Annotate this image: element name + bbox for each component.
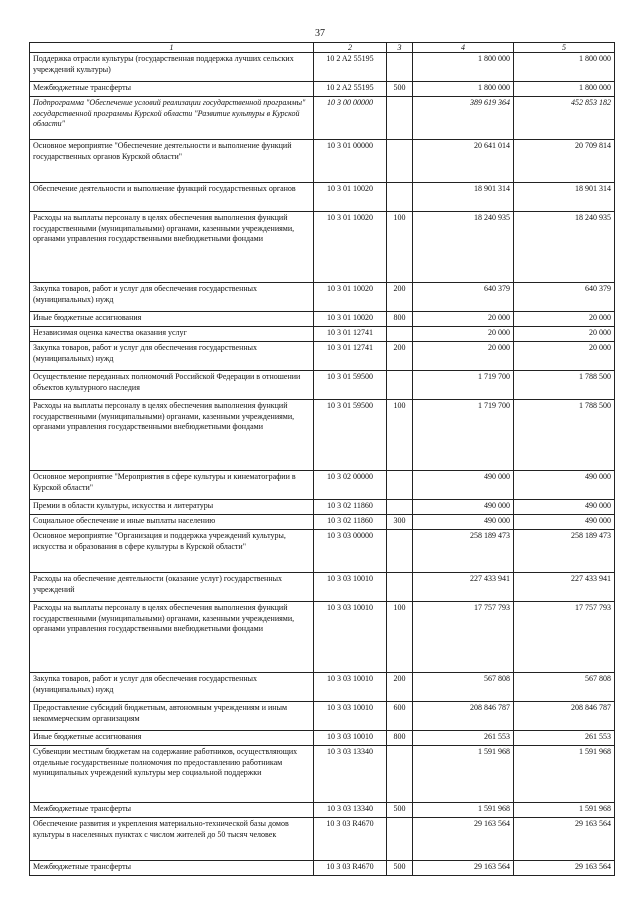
row-amount-year2-cell: 490 000	[514, 515, 615, 530]
header-cell-year1: 4	[413, 43, 514, 53]
table-row	[30, 731, 615, 746]
row-code-cell: 10 3 01 10020	[314, 212, 387, 283]
row-name-cell: Поддержка отрасли культуры (государственная поддержка лучших сельских учреждений культуры)	[30, 53, 314, 82]
row-code-cell: 10 3 01 10020	[314, 183, 387, 212]
row-name-cell: Премии в области культуры, искусства и литературы	[30, 500, 314, 515]
row-code-cell: 10 3 01 10020	[314, 283, 387, 312]
row-expense-type-cell: 100	[387, 602, 413, 673]
row-amount-year2-cell: 208 846 787	[514, 702, 615, 731]
row-name-cell: Межбюджетные трансферты	[30, 861, 314, 876]
row-code-cell: 10 3 03 10010	[314, 673, 387, 702]
row-amount-year1-cell: 261 553	[413, 731, 514, 746]
row-expense-type-cell	[387, 818, 413, 861]
row-amount-year1-cell: 20 641 014	[413, 140, 514, 183]
row-expense-type-cell: 100	[387, 400, 413, 471]
table-row	[30, 673, 615, 702]
row-amount-year1-cell: 1 719 700	[413, 371, 514, 400]
header-cell-name: 1	[30, 43, 314, 53]
row-code-cell: 10 3 02 11860	[314, 500, 387, 515]
row-amount-year1-cell: 258 189 473	[413, 530, 514, 573]
table-row	[30, 803, 615, 818]
table-row	[30, 400, 615, 471]
table-row	[30, 212, 615, 283]
row-amount-year1-cell: 389 619 364	[413, 97, 514, 140]
row-expense-type-cell: 800	[387, 312, 413, 327]
row-name-cell: Закупка товаров, работ и услуг для обеспечения государственных (муниципальных) нужд	[30, 342, 314, 371]
row-code-cell: 10 3 01 59500	[314, 371, 387, 400]
table-row	[30, 371, 615, 400]
row-code-cell: 10 2 A2 55195	[314, 53, 387, 82]
table-row	[30, 500, 615, 515]
row-name-cell: Основное мероприятие "Обеспечение деятельности и выполнение функций государственных органов Курской области"	[30, 140, 314, 183]
row-code-cell: 10 3 03 10010	[314, 731, 387, 746]
row-amount-year2-cell: 640 379	[514, 283, 615, 312]
row-amount-year1-cell: 1 591 968	[413, 746, 514, 803]
row-expense-type-cell	[387, 140, 413, 183]
table-row	[30, 97, 615, 140]
row-code-cell: 10 2 A2 55195	[314, 82, 387, 97]
row-amount-year2-cell: 17 757 793	[514, 602, 615, 673]
row-name-cell: Расходы на выплаты персоналу в целях обеспечения выполнения функций государственными (муниципальными) органами, казенными учреждениями, органами управления государственными внебюджетными фондами	[30, 602, 314, 673]
row-name-cell: Иные бюджетные ассигнования	[30, 312, 314, 327]
row-amount-year1-cell: 1 800 000	[413, 53, 514, 82]
row-amount-year1-cell: 1 719 700	[413, 400, 514, 471]
table-row	[30, 818, 615, 861]
row-amount-year2-cell: 1 788 500	[514, 400, 615, 471]
table-row	[30, 312, 615, 327]
row-name-cell: Межбюджетные трансферты	[30, 803, 314, 818]
row-code-cell: 10 3 02 00000	[314, 471, 387, 500]
row-expense-type-cell: 100	[387, 212, 413, 283]
row-name-cell: Подпрограмма "Обеспечение условий реализации государственной программы" государственной программы Курской области "Развитие культуры в Курской области"	[30, 97, 314, 140]
row-expense-type-cell	[387, 53, 413, 82]
row-amount-year1-cell: 17 757 793	[413, 602, 514, 673]
row-amount-year2-cell: 29 163 564	[514, 818, 615, 861]
row-code-cell: 10 3 02 11860	[314, 515, 387, 530]
row-name-cell: Обеспечение развития и укрепления материально-технической базы домов культуры в населенных пунктах с числом жителей до 50 тысяч человек	[30, 818, 314, 861]
row-amount-year1-cell: 490 000	[413, 515, 514, 530]
row-code-cell: 10 3 03 00000	[314, 530, 387, 573]
page-number: 37	[315, 28, 325, 39]
row-amount-year1-cell: 20 000	[413, 327, 514, 342]
row-code-cell: 10 3 03 R4670	[314, 861, 387, 876]
table-row	[30, 183, 615, 212]
row-amount-year1-cell: 18 901 314	[413, 183, 514, 212]
budget-table	[29, 42, 615, 876]
row-expense-type-cell: 200	[387, 673, 413, 702]
row-amount-year1-cell: 640 379	[413, 283, 514, 312]
header-cell-code: 2	[314, 43, 387, 53]
row-amount-year1-cell: 18 240 935	[413, 212, 514, 283]
row-name-cell: Обеспечение деятельности и выполнение функций государственных органов	[30, 183, 314, 212]
row-amount-year1-cell: 29 163 564	[413, 861, 514, 876]
row-amount-year1-cell: 1 800 000	[413, 82, 514, 97]
table-row	[30, 573, 615, 602]
row-amount-year1-cell: 227 433 941	[413, 573, 514, 602]
row-code-cell: 10 3 01 12741	[314, 342, 387, 371]
row-name-cell: Социальное обеспечение и иные выплаты населению	[30, 515, 314, 530]
row-amount-year2-cell: 20 000	[514, 312, 615, 327]
row-amount-year1-cell: 20 000	[413, 342, 514, 371]
row-name-cell: Осуществление переданных полномочий Российской Федерации в отношении объектов культурного наследия	[30, 371, 314, 400]
row-code-cell: 10 3 03 10010	[314, 602, 387, 673]
table-row	[30, 602, 615, 673]
table-row	[30, 283, 615, 312]
row-amount-year2-cell: 261 553	[514, 731, 615, 746]
row-name-cell: Основное мероприятие "Мероприятия в сфере культуры и кинематографии в Курской области"	[30, 471, 314, 500]
row-expense-type-cell	[387, 573, 413, 602]
table-row	[30, 53, 615, 82]
row-expense-type-cell: 300	[387, 515, 413, 530]
header-row	[30, 43, 615, 53]
row-name-cell: Иные бюджетные ассигнования	[30, 731, 314, 746]
row-amount-year2-cell: 567 808	[514, 673, 615, 702]
row-name-cell: Закупка товаров, работ и услуг для обеспечения государственных (муниципальных) нужд	[30, 673, 314, 702]
row-expense-type-cell: 500	[387, 803, 413, 818]
row-amount-year2-cell: 490 000	[514, 500, 615, 515]
row-amount-year2-cell: 20 000	[514, 327, 615, 342]
row-amount-year2-cell: 29 163 564	[514, 861, 615, 876]
row-name-cell: Расходы на выплаты персоналу в целях обеспечения выполнения функций государственными (муниципальными) органами, казенными учреждениями, органами управления государственными внебюджетными фондами	[30, 400, 314, 471]
row-expense-type-cell	[387, 471, 413, 500]
row-amount-year2-cell: 20 709 814	[514, 140, 615, 183]
row-amount-year1-cell: 20 000	[413, 312, 514, 327]
row-amount-year2-cell: 490 000	[514, 471, 615, 500]
row-expense-type-cell	[387, 183, 413, 212]
table-row	[30, 342, 615, 371]
row-amount-year2-cell: 1 591 968	[514, 746, 615, 803]
row-name-cell: Расходы на обеспечение деятельности (оказание услуг) государственных учреждений	[30, 573, 314, 602]
row-amount-year2-cell: 452 853 182	[514, 97, 615, 140]
row-expense-type-cell	[387, 530, 413, 573]
row-code-cell: 10 3 00 00000	[314, 97, 387, 140]
row-amount-year2-cell: 258 189 473	[514, 530, 615, 573]
row-code-cell: 10 3 03 R4670	[314, 818, 387, 861]
row-amount-year1-cell: 490 000	[413, 500, 514, 515]
row-expense-type-cell	[387, 371, 413, 400]
row-expense-type-cell: 600	[387, 702, 413, 731]
row-name-cell: Субвенции местным бюджетам на содержание работников, осуществляющих отдельные государственные полномочия по предоставлению работникам муниципальных учреждений культуры мер социальной поддержки	[30, 746, 314, 803]
row-expense-type-cell: 200	[387, 342, 413, 371]
table-row	[30, 702, 615, 731]
row-amount-year1-cell: 567 808	[413, 673, 514, 702]
row-amount-year2-cell: 227 433 941	[514, 573, 615, 602]
row-name-cell: Предоставление субсидий бюджетным, автономным учреждениям и иным некоммерческим организациям	[30, 702, 314, 731]
row-expense-type-cell	[387, 500, 413, 515]
row-amount-year1-cell: 208 846 787	[413, 702, 514, 731]
row-amount-year2-cell: 18 240 935	[514, 212, 615, 283]
row-name-cell: Закупка товаров, работ и услуг для обеспечения государственных (муниципальных) нужд	[30, 283, 314, 312]
row-code-cell: 10 3 01 00000	[314, 140, 387, 183]
table-row	[30, 82, 615, 97]
row-code-cell: 10 3 01 12741	[314, 327, 387, 342]
row-code-cell: 10 3 03 10010	[314, 573, 387, 602]
row-amount-year2-cell: 1 800 000	[514, 82, 615, 97]
table-row	[30, 530, 615, 573]
row-code-cell: 10 3 03 10010	[314, 702, 387, 731]
row-amount-year1-cell: 1 591 968	[413, 803, 514, 818]
table-row	[30, 746, 615, 803]
row-amount-year2-cell: 1 788 500	[514, 371, 615, 400]
table-row	[30, 471, 615, 500]
row-code-cell: 10 3 01 10020	[314, 312, 387, 327]
row-code-cell: 10 3 03 13340	[314, 746, 387, 803]
row-amount-year2-cell: 1 591 968	[514, 803, 615, 818]
table-row	[30, 515, 615, 530]
row-expense-type-cell: 200	[387, 283, 413, 312]
row-expense-type-cell: 500	[387, 861, 413, 876]
row-expense-type-cell	[387, 746, 413, 803]
row-amount-year2-cell: 20 000	[514, 342, 615, 371]
row-amount-year1-cell: 490 000	[413, 471, 514, 500]
row-amount-year2-cell: 18 901 314	[514, 183, 615, 212]
row-name-cell: Основное мероприятие "Организация и поддержка учреждений культуры, искусства и образования в сфере культуры в Курской области"	[30, 530, 314, 573]
row-name-cell: Межбюджетные трансферты	[30, 82, 314, 97]
row-expense-type-cell: 800	[387, 731, 413, 746]
row-name-cell: Независимая оценка качества оказания услуг	[30, 327, 314, 342]
header-cell-vr: 3	[387, 43, 413, 53]
table-row	[30, 327, 615, 342]
row-expense-type-cell: 500	[387, 82, 413, 97]
row-amount-year1-cell: 29 163 564	[413, 818, 514, 861]
row-amount-year2-cell: 1 800 000	[514, 53, 615, 82]
row-code-cell: 10 3 01 59500	[314, 400, 387, 471]
row-expense-type-cell	[387, 327, 413, 342]
row-code-cell: 10 3 03 13340	[314, 803, 387, 818]
row-name-cell: Расходы на выплаты персоналу в целях обеспечения выполнения функций государственными (муниципальными) органами, казенными учреждениями, органами управления государственными внебюджетными фондами	[30, 212, 314, 283]
row-expense-type-cell	[387, 97, 413, 140]
table-row	[30, 140, 615, 183]
table-row	[30, 861, 615, 876]
header-cell-year2: 5	[514, 43, 615, 53]
